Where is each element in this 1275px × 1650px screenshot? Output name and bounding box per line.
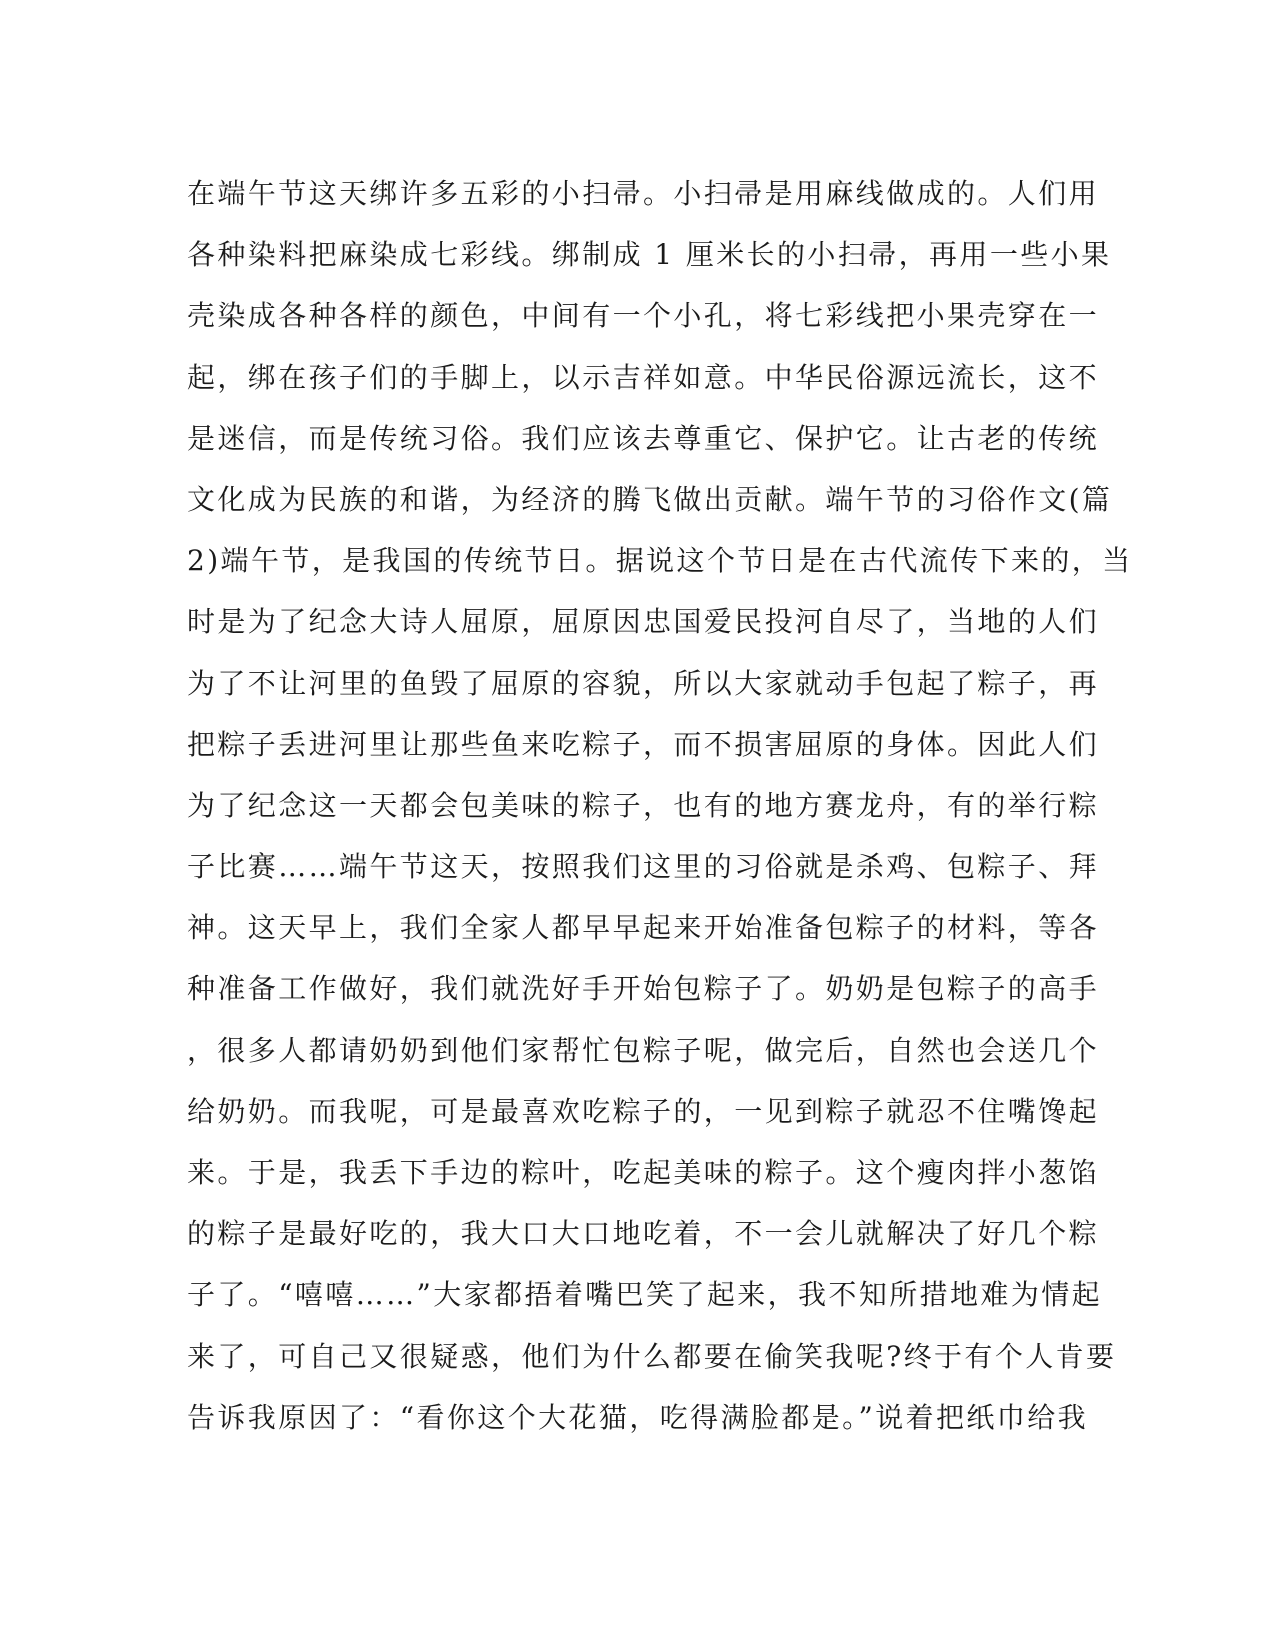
text-line: 种准备工作做好，我们就洗好手开始包粽子了。奶奶是包粽子的高手 (187, 972, 1100, 1006)
text-line: 把粽子丢进河里让那些鱼来吃粽子，而不损害屈原的身体。因此人们 (187, 727, 1100, 761)
text-line: 子比赛……端午节这天，按照我们这里的习俗就是杀鸡、包粽子、拜 (187, 850, 1100, 884)
body-text (187, 163, 1133, 1448)
text-line: 各种染料把麻染成七彩线。绑制成 1 厘米长的小扫帚，再用一些小果 (187, 238, 1112, 272)
text-line: 是迷信，而是传统习俗。我们应该去尊重它、保护它。让古老的传统 (187, 421, 1100, 455)
text-line: 的粽子是最好吃的，我大口大口地吃着，不一会儿就解决了好几个粽 (187, 1217, 1100, 1251)
text-line: 子了。“嘻嘻……”大家都捂着嘴巴笑了起来，我不知所措地难为情起 (187, 1278, 1103, 1312)
text-line: 为了不让河里的鱼毁了屈原的容貌，所以大家就动手包起了粽子，再 (187, 666, 1100, 700)
text-line: 壳染成各种各样的颜色，中间有一个小孔，将七彩线把小果壳穿在一 (187, 299, 1100, 333)
text-line: 神。这天早上，我们全家人都早早起来开始准备包粽子的材料，等各 (187, 911, 1100, 945)
text-line: 告诉我原因了：“看你这个大花猫，吃得满脸都是。”说着把纸巾给我 (187, 1400, 1089, 1434)
text-line: 起，绑在孩子们的手脚上，以示吉祥如意。中华民俗源远流长，这不 (187, 360, 1100, 394)
text-line: 来。于是，我丢下手边的粽叶，吃起美味的粽子。这个瘦肉拌小葱馅 (187, 1156, 1100, 1189)
text-line: ，很多人都请奶奶到他们家帮忙包粽子呢，做完后，自然也会送几个 (187, 1033, 1100, 1067)
text-line: 文化成为民族的和谐，为经济的腾飞做出贡献。端午节的习俗作文(篇 (187, 482, 1113, 516)
text-line: 为了纪念这一天都会包美味的粽子，也有的地方赛龙舟，有的举行粽 (187, 788, 1100, 822)
text-line: 来了，可自己又很疑惑，他们为什么都要在偷笑我呢?终于有个人肯要 (187, 1339, 1117, 1373)
text-line: 在端午节这天绑许多五彩的小扫帚。小扫帚是用麻线做成的。人们用 (187, 177, 1100, 210)
text-line: 时是为了纪念大诗人屈原，屈原因忠国爱民投河自尽了，当地的人们 (187, 605, 1100, 639)
text-line: 给奶奶。而我呢，可是最喜欢吃粽子的，一见到粽子就忍不住嘴馋起 (187, 1094, 1100, 1128)
text-line: 2)端午节，是我国的传统节日。据说这个节日是在古代流传下来的，当 (187, 544, 1133, 578)
